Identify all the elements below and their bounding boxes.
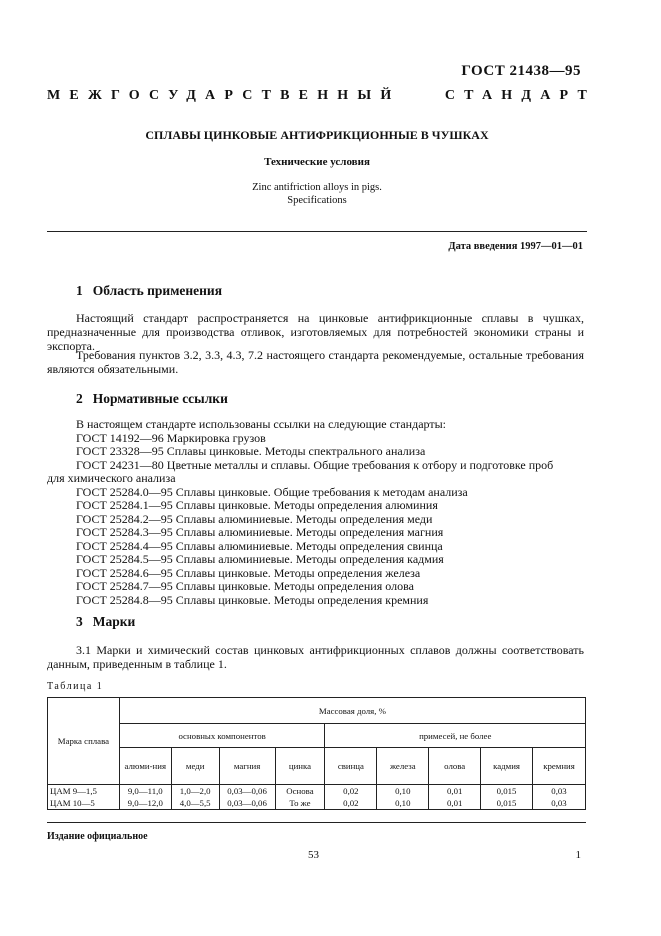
footer-divider [47, 822, 586, 823]
header-zinc: цинка [275, 748, 325, 785]
references-list [47, 418, 584, 607]
reference-item: ГОСТ 24231—80 Цветные металлы и сплавы. Общие требования к отбору и подготовке проб [76, 457, 554, 472]
references-intro: В настоящем стандарте использованы ссылки на следующие стандарты: [76, 417, 447, 431]
standard-word: СТАНДАРТ [444, 88, 596, 103]
header-main-components: основных компонентов [119, 724, 325, 748]
reference-item: ГОСТ 25284.5—95 Сплавы алюминиевые. Методы определения кадмия [76, 552, 444, 566]
section-title: Нормативные ссылки [92, 391, 228, 406]
reference-item: ГОСТ 25284.3—95 Сплавы алюминиевые. Методы определения магния [76, 525, 444, 539]
header-impurities: примесей, не более [325, 724, 586, 748]
reference-item: ГОСТ 23328—95 Сплавы цинковые. Методы спектрального анализа [76, 444, 426, 458]
table-row: ЦАМ 10—5 9,0—12,0 4,0—5,5 0,03—0,06 То же 0,02 0,10 0,01 0,015 0,03 [48, 797, 586, 810]
document-subtitle: Технические условия [264, 156, 370, 168]
header-lead: свинца [325, 748, 377, 785]
section-number: 3 [76, 614, 83, 629]
section-heading-1 [76, 283, 222, 299]
section-heading-3 [76, 614, 135, 630]
header-iron: железа [377, 748, 429, 785]
section-number: 2 [76, 391, 83, 406]
header-tin: олова [429, 748, 481, 785]
interstate-word: МЕЖГОСУДАРСТВЕННЫЙ [47, 88, 401, 103]
header-silicon: кремния [533, 748, 586, 785]
paragraph: Настоящий стандарт распространяется на цинковые антифрикционные сплавы в чушках, предназначенные для производства отливок, изготовляемых для потребностей экономики страны и экспорта. [47, 311, 584, 353]
paragraph: 3.1 Марки и химический состав цинковых антифрикционных сплавов должны соответствовать данным, приведенным в таблице 1. [47, 643, 584, 671]
reference-item: ГОСТ 25284.7—95 Сплавы цинковые. Методы определения олова [76, 579, 414, 593]
section-number: 1 [76, 283, 83, 298]
gost-number: ГОСТ 21438—95 [461, 63, 581, 79]
reference-item: ГОСТ 25284.4—95 Сплавы алюминиевые. Методы определения свинца [76, 538, 443, 553]
table-caption: Таблица 1 [47, 681, 104, 692]
composition-table [47, 697, 586, 810]
header-divider [47, 231, 587, 232]
header-grade: Марка сплава [48, 698, 120, 785]
interstate-standard-banner [47, 88, 596, 104]
header-aluminium: алюми-ния [119, 748, 171, 785]
reference-item: ГОСТ 25284.6—95 Сплавы цинковые. Методы определения железа [76, 565, 421, 580]
english-subtitle: Specifications [287, 195, 347, 206]
document-title: СПЛАВЫ ЦИНКОВЫЕ АНТИФРИКЦИОННЫЕ В ЧУШКАХ [145, 128, 489, 142]
section-title: Область применения [92, 283, 223, 298]
page-number: 53 [308, 849, 319, 861]
table-row: ЦАМ 9—1,5 9,0—11,0 1,0—2,0 0,03—0,06 Основа 0,02 0,10 0,01 0,015 0,03 [48, 785, 586, 798]
header-mass-fraction: Массовая доля, % [119, 698, 585, 724]
section-heading-2 [76, 391, 228, 407]
english-title: Zinc antifriction alloys in pigs. [252, 182, 382, 193]
reference-item: ГОСТ 25284.0—95 Сплавы цинковые. Общие требования к методам анализа [76, 484, 468, 499]
paragraph: Требования пунктов 3.2, 3.3, 4.3, 7.2 настоящего стандарта рекомендуемые, остальные требования являются обязательными. [47, 348, 584, 376]
edition-label: Издание официальное [47, 831, 148, 842]
header-copper: меди [171, 748, 219, 785]
reference-item-continuation: для химического анализа [47, 471, 176, 485]
effective-date: Дата введения 1997—01—01 [448, 241, 583, 252]
reference-item: ГОСТ 25284.8—95 Сплавы цинковые. Методы определения кремния [76, 592, 429, 607]
reference-item: ГОСТ 25284.2—95 Сплавы алюминиевые. Методы определения меди [76, 511, 433, 526]
reference-item: ГОСТ 25284.1—95 Сплавы цинковые. Методы определения алюминия [76, 498, 438, 512]
section-title: Марки [92, 614, 136, 629]
sheet-number: 1 [575, 849, 581, 861]
header-cadmium: кадмия [481, 748, 533, 785]
header-magnesium: магния [219, 748, 275, 785]
reference-item: ГОСТ 14192—96 Маркировка грузов [76, 430, 266, 445]
